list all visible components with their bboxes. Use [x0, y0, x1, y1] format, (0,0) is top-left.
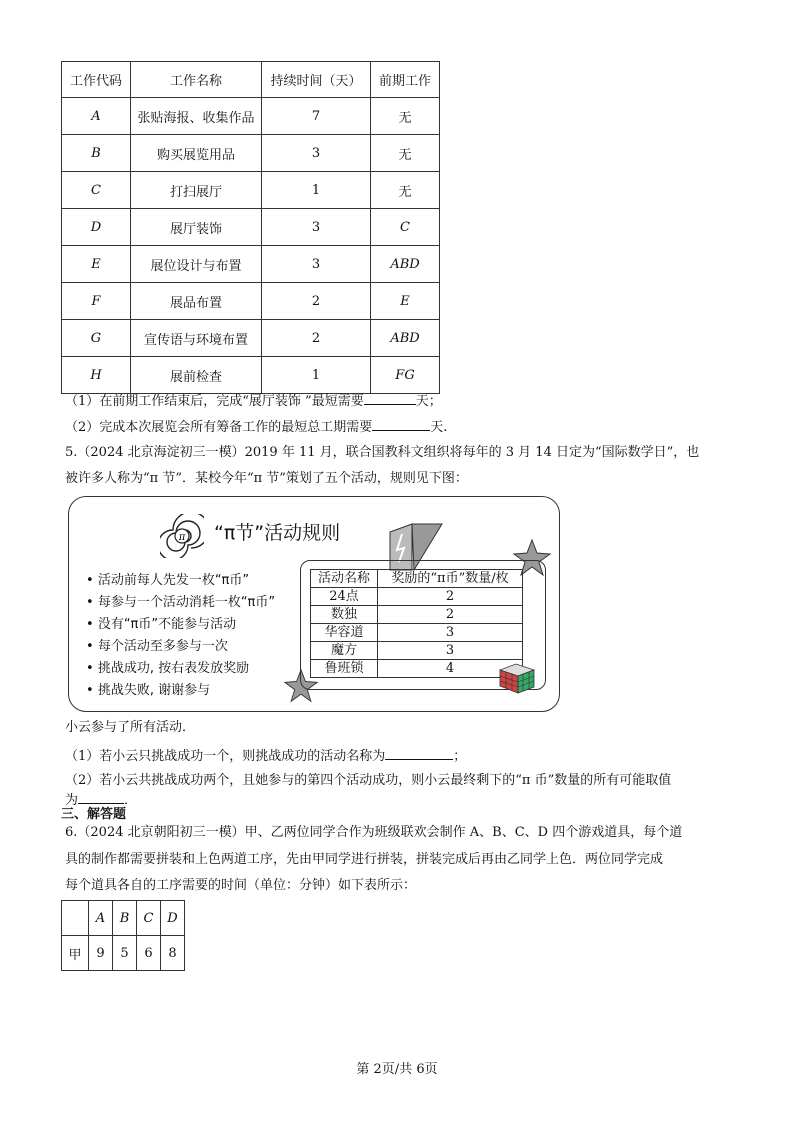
- cell: 5: [113, 936, 137, 971]
- cell: 张贴海报、收集作品: [131, 98, 262, 135]
- cell: 1: [262, 357, 371, 394]
- table-row: [311, 588, 523, 606]
- answer-blank: [364, 390, 416, 405]
- table-header-cell: 工作代码: [62, 62, 131, 98]
- rule-text: 活动前每人先发一枚“π币”: [97, 573, 250, 588]
- table-row: [62, 135, 440, 172]
- q5-sub2-line1: （2）若小云共挑战成功两个，且她参与的第四个活动成功，则小云最终剩下的“π 币”数量的所有可能取值: [65, 773, 672, 788]
- table-row: [311, 624, 523, 642]
- cell: H: [62, 357, 131, 394]
- table-row: [311, 606, 523, 624]
- table-header-cell: D: [161, 901, 185, 936]
- cell: 2: [262, 320, 371, 357]
- q5-sub1: [65, 745, 466, 767]
- rule-text: 每个活动至多参与一次: [97, 639, 228, 654]
- cell: 甲: [62, 936, 89, 971]
- cell: ABD: [371, 320, 440, 357]
- q5-stem-line1: 5.（2024 北京海淀初三一模）2019 年 11 月，联合国教科文组织将每年的 3 月 14 日定为“国际数学日”，也: [65, 445, 700, 460]
- q6-stem-line1: 6.（2024 北京朝阳初三一模）甲、乙两位同学合作为班级联欢会制作 A、B、C、D 四个游戏道具，每个道: [65, 825, 683, 840]
- cell: 华容道: [311, 624, 378, 642]
- table-header-cell: A: [89, 901, 113, 936]
- cell: FG: [371, 357, 440, 394]
- table-row: [62, 209, 440, 246]
- cell: 数独: [311, 606, 378, 624]
- cell: 3: [262, 135, 371, 172]
- table-header-row: [311, 570, 523, 588]
- table-row: [62, 936, 185, 971]
- table-row: [62, 98, 440, 135]
- cell: 鲁班锁: [311, 660, 378, 678]
- q6-stem-line3: 每个道具各自的工序需要的时间（单位：分钟）如下表所示：: [65, 878, 417, 893]
- q5-stem-line2: 被许多人称为“π 节”．某校今年“π 节”策划了五个活动，规则见下图：: [65, 471, 468, 486]
- q4-sub2-text: （2）完成本次展览会所有筹备工作的最短总工期需要: [65, 420, 373, 435]
- cell: 无: [371, 98, 440, 135]
- q6-stem-line2: 具的制作都需要拼装和上色两道工序，先由甲同学进行拼装，拼装完成后再由乙同学上色．两位同学完成: [65, 852, 664, 867]
- table-header-row: [62, 901, 185, 936]
- cell: 2: [378, 588, 523, 606]
- rule-text: 挑战失败, 谢谢参与: [97, 683, 211, 698]
- cell: 展品布置: [131, 283, 262, 320]
- cell: 无: [371, 135, 440, 172]
- page-footer: 第 2页/共 6页: [356, 1062, 438, 1077]
- rubiks-cube-icon: [498, 660, 536, 694]
- table-header-row: [62, 62, 440, 98]
- cell: G: [62, 320, 131, 357]
- cell: 展前检查: [131, 357, 262, 394]
- table-header-cell: C: [137, 901, 161, 936]
- table-header-cell: B: [113, 901, 137, 936]
- table-header-cell: [62, 901, 89, 936]
- cell: A: [62, 98, 131, 135]
- rules-list: [86, 570, 275, 702]
- rule-text: 每参与一个活动消耗一枚“π币”: [97, 595, 276, 610]
- rule-item: • 每参与一个活动消耗一枚“π币”: [86, 595, 276, 610]
- q5-sub1-text: （1）若小云只挑战成功一个，则挑战成功的活动名称为: [65, 749, 386, 764]
- table-header-cell: 前期工作: [371, 62, 440, 98]
- table-header-cell: 奖励的“π币”数量/枚: [378, 570, 523, 588]
- cell: E: [62, 246, 131, 283]
- cell: 无: [371, 172, 440, 209]
- table-header-cell: 持续时间（天）: [262, 62, 371, 98]
- rule-item: • 挑战失败, 谢谢参与: [86, 683, 211, 698]
- rule-item: • 没有“π币”不能参与活动: [86, 617, 237, 632]
- cell: 6: [137, 936, 161, 971]
- poster-title: “π节”活动规则: [214, 522, 341, 544]
- reward-table: [310, 569, 523, 678]
- rule-item: • 每个活动至多参与一次: [86, 639, 228, 654]
- cell: 展厅装饰: [131, 209, 262, 246]
- table-header-cell: 工作名称: [131, 62, 262, 98]
- section-heading: 三、解答题: [61, 807, 127, 822]
- cell: F: [62, 283, 131, 320]
- q5-sub2-text: 为: [65, 793, 79, 808]
- cell: C: [62, 172, 131, 209]
- cell: E: [371, 283, 440, 320]
- work-table: [61, 61, 440, 394]
- table-row: [311, 660, 523, 678]
- table-row: [62, 320, 440, 357]
- q5-sub1-suffix: ；: [453, 749, 467, 764]
- cell: ABD: [371, 246, 440, 283]
- cell: 1: [262, 172, 371, 209]
- cell: B: [62, 135, 131, 172]
- cell: 9: [89, 936, 113, 971]
- rule-item: • 活动前每人先发一枚“π币”: [86, 573, 250, 588]
- answer-blank: [372, 416, 430, 431]
- rule-text: 挑战成功, 按右表发放奖励: [97, 661, 250, 676]
- spiral-pi-symbol: π: [178, 532, 186, 543]
- cell: 3: [378, 642, 523, 660]
- cell: C: [371, 209, 440, 246]
- cell: 展位设计与布置: [131, 246, 262, 283]
- table-row: [62, 357, 440, 394]
- rule-text: 没有“π币”不能参与活动: [97, 617, 237, 632]
- table-row: [62, 246, 440, 283]
- cell: 8: [161, 936, 185, 971]
- answer-blank: [385, 745, 453, 760]
- table-header-cell: 活动名称: [311, 570, 378, 588]
- cell: 宣传语与环境布置: [131, 320, 262, 357]
- table-row: [311, 642, 523, 660]
- cell: D: [62, 209, 131, 246]
- q5-condition: 小云参与了所有活动．: [65, 720, 196, 735]
- answer-blank: [78, 789, 124, 804]
- q4-sub2: [65, 416, 447, 438]
- rule-item: • 挑战成功, 按右表发放奖励: [86, 661, 250, 676]
- table-row: [62, 283, 440, 320]
- cell: 4: [378, 660, 523, 678]
- cell: 2: [262, 283, 371, 320]
- time-table: [61, 900, 185, 971]
- cell: 7: [262, 98, 371, 135]
- cell: 2: [378, 606, 523, 624]
- cell: 3: [378, 624, 523, 642]
- cell: 魔方: [311, 642, 378, 660]
- cell: 购买展览用品: [131, 135, 262, 172]
- q5-sub2-suffix: ．: [124, 793, 138, 808]
- q4-sub1: [65, 390, 442, 412]
- q4-sub1-suffix: 天；: [415, 394, 442, 409]
- cell: 3: [262, 246, 371, 283]
- cell: 打扫展厅: [131, 172, 262, 209]
- table-row: [62, 172, 440, 209]
- spiral-pi-icon: [160, 514, 204, 558]
- q4-sub1-text: （1）在前期工作结束后，完成“展厅装饰 ”最短需要: [65, 394, 364, 409]
- cell: 3: [262, 209, 371, 246]
- cell: 24点: [311, 588, 378, 606]
- q4-sub2-suffix: 天.: [430, 420, 448, 435]
